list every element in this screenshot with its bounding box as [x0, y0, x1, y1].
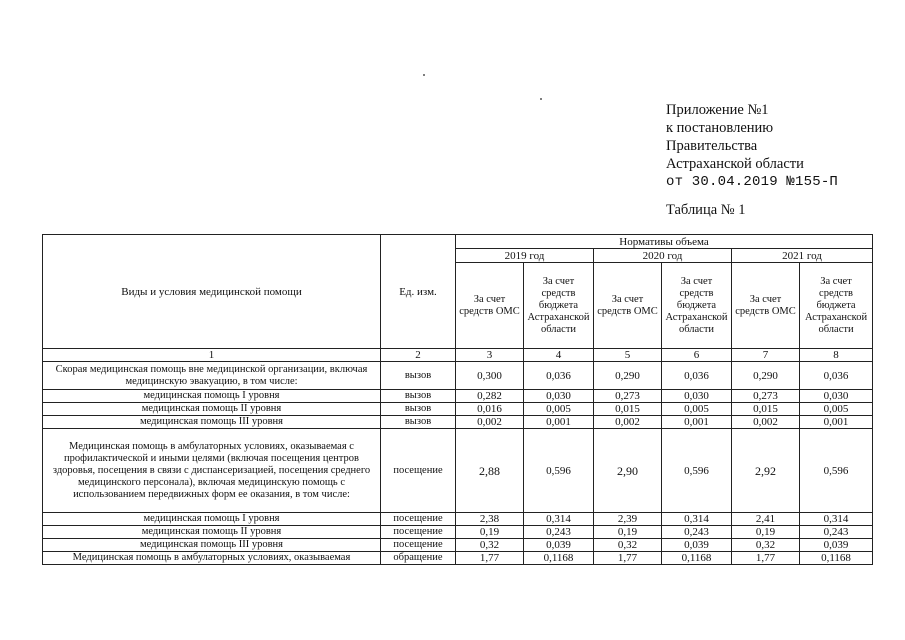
- sub-header-budget: За счет средств бюджета Астраханской области: [662, 263, 732, 349]
- decree-date-number: от 30.04.2019 №155-П: [666, 174, 839, 190]
- value-cell: 0,015: [594, 403, 662, 416]
- sub-header-oms: За счет средств ОМС: [456, 263, 524, 349]
- sub-header-oms: За счет средств ОМС: [594, 263, 662, 349]
- value-cell: 0,596: [800, 429, 873, 513]
- value-cell: 0,005: [524, 403, 594, 416]
- scan-speck: [540, 98, 542, 100]
- value-cell: 0,002: [594, 416, 662, 429]
- column-number: 7: [732, 349, 800, 362]
- appendix-line-4: Астраханской области: [666, 156, 804, 172]
- row-name: медицинская помощь II уровня: [43, 526, 381, 539]
- value-cell: 0,290: [732, 362, 800, 390]
- value-cell: 0,001: [800, 416, 873, 429]
- row-name: медицинская помощь III уровня: [43, 416, 381, 429]
- table-row: [43, 513, 873, 526]
- value-cell: 0,32: [456, 539, 524, 552]
- value-cell: 0,1168: [662, 552, 732, 565]
- scan-speck: [423, 74, 425, 76]
- sub-header-budget: За счет средств бюджета Астраханской области: [800, 263, 873, 349]
- column-number-row: [43, 349, 873, 362]
- column-number: 8: [800, 349, 873, 362]
- value-cell: 0,300: [456, 362, 524, 390]
- row-unit: вызов: [381, 362, 456, 390]
- value-cell: 0,243: [662, 526, 732, 539]
- value-cell: 2,38: [456, 513, 524, 526]
- value-cell: 0,273: [732, 390, 800, 403]
- column-number: 6: [662, 349, 732, 362]
- appendix-line-1: Приложение №1: [666, 102, 769, 118]
- value-cell: 0,001: [662, 416, 732, 429]
- value-cell: 0,314: [662, 513, 732, 526]
- value-cell: 0,1168: [800, 552, 873, 565]
- value-cell: 0,030: [662, 390, 732, 403]
- appendix-line-3: Правительства: [666, 138, 758, 154]
- table-row: [43, 416, 873, 429]
- value-cell: 0,243: [800, 526, 873, 539]
- column-number: 1: [43, 349, 381, 362]
- value-cell: 0,036: [800, 362, 873, 390]
- row-name: Медицинская помощь в амбулаторных условиях, оказываемая с профилактической и иными целями (включая посещения центров здоровья, посещения в связи с диспансеризацией, посещения среднего медицинского персонала), включая медицинскую помощь с использованием передвижных форм ее оказания, в том числе:: [43, 429, 381, 513]
- volume-norms-table: [42, 234, 873, 565]
- value-cell: 0,036: [524, 362, 594, 390]
- table-row: [43, 526, 873, 539]
- year-2019-header: 2019 год: [456, 249, 594, 263]
- value-cell: 2,88: [456, 429, 524, 513]
- table-header-row-1: [43, 235, 873, 249]
- column-number: 5: [594, 349, 662, 362]
- value-cell: 0,039: [524, 539, 594, 552]
- row-unit: вызов: [381, 403, 456, 416]
- value-cell: 0,243: [524, 526, 594, 539]
- row-name: Скорая медицинская помощь вне медицинской организации, включая медицинскую эвакуацию, в том числе:: [43, 362, 381, 390]
- value-cell: 0,002: [732, 416, 800, 429]
- value-cell: 0,002: [456, 416, 524, 429]
- table-row: [43, 539, 873, 552]
- row-unit: посещение: [381, 513, 456, 526]
- appendix-line-2: к постановлению: [666, 120, 774, 136]
- row-name: медицинская помощь III уровня: [43, 539, 381, 552]
- row-name: медицинская помощь I уровня: [43, 513, 381, 526]
- value-cell: 0,596: [524, 429, 594, 513]
- value-cell: 0,596: [662, 429, 732, 513]
- value-cell: 0,039: [800, 539, 873, 552]
- value-cell: 0,030: [524, 390, 594, 403]
- value-cell: 0,32: [732, 539, 800, 552]
- row-unit: посещение: [381, 429, 456, 513]
- value-cell: 0,273: [594, 390, 662, 403]
- value-cell: 0,001: [524, 416, 594, 429]
- value-cell: 0,030: [800, 390, 873, 403]
- value-cell: 0,015: [732, 403, 800, 416]
- value-cell: 0,039: [662, 539, 732, 552]
- sub-header-oms: За счет средств ОМС: [732, 263, 800, 349]
- row-unit: вызов: [381, 390, 456, 403]
- table-row: [43, 403, 873, 416]
- row-name: медицинская помощь I уровня: [43, 390, 381, 403]
- table-row: [43, 362, 873, 390]
- row-unit: посещение: [381, 539, 456, 552]
- value-cell: 0,19: [456, 526, 524, 539]
- value-cell: 0,1168: [524, 552, 594, 565]
- value-cell: 0,32: [594, 539, 662, 552]
- value-cell: 1,77: [732, 552, 800, 565]
- appendix-header: [666, 101, 896, 191]
- value-cell: 2,41: [732, 513, 800, 526]
- value-cell: 0,016: [456, 403, 524, 416]
- value-cell: 0,314: [800, 513, 873, 526]
- value-cell: 2,90: [594, 429, 662, 513]
- value-cell: 0,005: [662, 403, 732, 416]
- value-cell: 0,314: [524, 513, 594, 526]
- value-cell: 2,92: [732, 429, 800, 513]
- year-2020-header: 2020 год: [594, 249, 732, 263]
- row-unit: вызов: [381, 416, 456, 429]
- row-name: Медицинская помощь в амбулаторных условиях, оказываемая: [43, 552, 381, 565]
- value-cell: 0,005: [800, 403, 873, 416]
- value-cell: 0,036: [662, 362, 732, 390]
- row-unit: посещение: [381, 526, 456, 539]
- col-unit-header: Ед. изм.: [381, 235, 456, 349]
- col-kind-header: Виды и условия медицинской помощи: [43, 235, 381, 349]
- table-title: Таблица № 1: [666, 202, 746, 218]
- row-name: медицинская помощь II уровня: [43, 403, 381, 416]
- table-row: [43, 552, 873, 565]
- value-cell: 0,19: [732, 526, 800, 539]
- value-cell: 0,19: [594, 526, 662, 539]
- column-number: 4: [524, 349, 594, 362]
- row-unit: обращение: [381, 552, 456, 565]
- column-number: 3: [456, 349, 524, 362]
- sub-header-budget: За счет средств бюджета Астраханской области: [524, 263, 594, 349]
- value-cell: 0,282: [456, 390, 524, 403]
- value-cell: 1,77: [594, 552, 662, 565]
- value-cell: 0,290: [594, 362, 662, 390]
- norms-header: Нормативы объема: [456, 235, 873, 249]
- column-number: 2: [381, 349, 456, 362]
- value-cell: 2,39: [594, 513, 662, 526]
- year-2021-header: 2021 год: [732, 249, 873, 263]
- table-row: [43, 429, 873, 513]
- table-row: [43, 390, 873, 403]
- value-cell: 1,77: [456, 552, 524, 565]
